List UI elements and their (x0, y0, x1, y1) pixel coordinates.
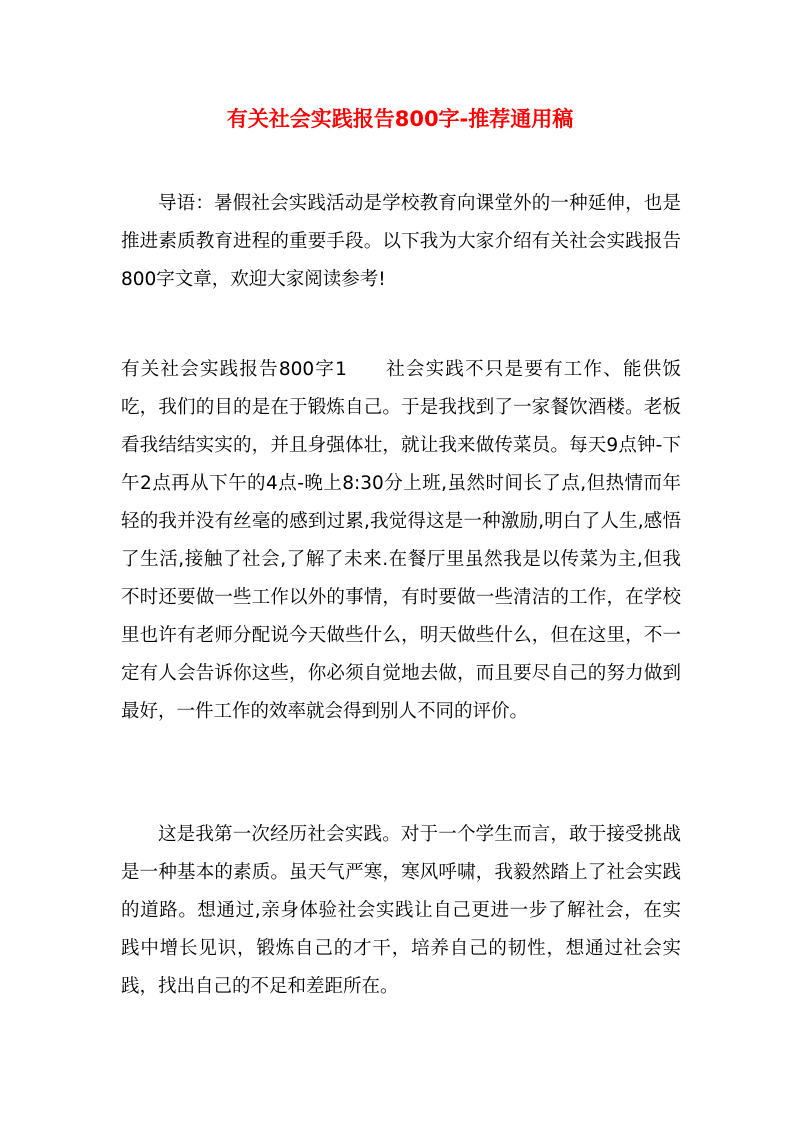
section-1-body (121, 351, 681, 731)
third-paragraph (121, 816, 681, 1006)
document-title: 有关社会实践报告800字-推荐通用稿 (226, 107, 574, 131)
intro-text: 导语：暑假社会实践活动是学校教育向课堂外的一种延伸，也是推进素质教育进程的重要手段。以下我为大家介绍有关社会实践报告800字文章，欢迎大家阅读参考! (121, 193, 681, 290)
intro-paragraph (121, 185, 681, 299)
third-paragraph-text: 这是我第一次经历社会实践。对于一个学生而言，敢于接受挑战是一种基本的素质。虽天气严寒，寒风呼啸，我毅然踏上了社会实践的道路。想通过,亲身体验社会实践让自己更进一步了解社会，在实践中增长见识，锻炼自己的才干，培养自己的韧性，想通过社会实践，找出自己的不足和差距所在。 (121, 824, 681, 997)
section-1-heading: 有关社会实践报告800字1 (121, 359, 347, 380)
section-1-paragraph (121, 351, 681, 731)
section-1-text: 社会实践不只是要有工作、能供饭吃，我们的目的是在于锻炼自己。于是我找到了一家餐饮酒楼。老板看我结结实实的，并且身强体壮，就让我来做传菜员。每天9点钟-下午2点再从下午的4点-晚上8:30分上班,虽然时间长了点,但热情而年轻的我并没有丝毫的感到过累,我觉得这是一种激励,明白了人生,感悟了生活,接触了社会,了解了未来.在餐厅里虽然我是以传菜为主,但我不时还要做一些工作以外的事情，有时要做一些清洁的工作，在学校里也许有老师分配说今天做些什么，明天做些什么，但在这里，不一定有人会告诉你这些，你必须自觉地去做，而且要尽自己的努力做到最好，一件工作的效率就会得到别人不同的评价。 (121, 359, 681, 722)
